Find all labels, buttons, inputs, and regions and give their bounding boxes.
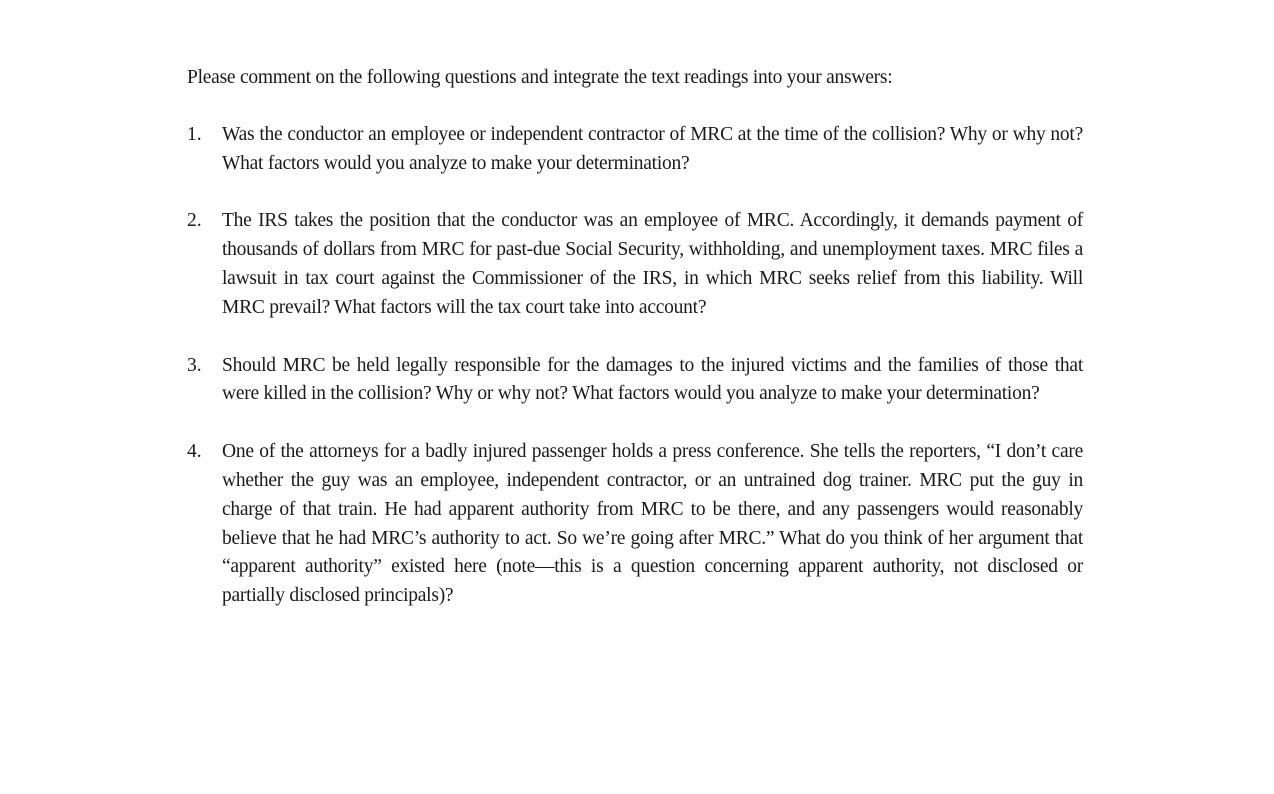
question-item-1: [187, 121, 1083, 179]
question-text: Should MRC be held legally responsible for the damages to the injured victims and the families of those that were killed in the collision? Why or why not? What factors would you analyze to make your determination?: [222, 354, 1083, 405]
question-text: The IRS takes the position that the conductor was an employee of MRC. Accordingly, it demands payment of thousands of dollars from MRC for past-due Social Security, withholding, and unemployment taxes. MRC files a lawsuit in tax court against the Commissioner of the IRS, in which MRC seeks relief from this liability. Will MRC prevail? What factors will the tax court take into account?: [222, 210, 1083, 318]
question-number: 3.: [187, 354, 202, 376]
question-list: [187, 121, 1083, 611]
question-number: 1.: [187, 123, 202, 145]
question-number: 2.: [187, 210, 202, 232]
question-text: One of the attorneys for a badly injured passenger holds a press conference. She tells the reporters, “I don’t care whether the guy was an employee, independent contractor, or an untrained dog trainer. MRC put the guy in charge of that train. He had apparent authority from MRC to be there, and any passengers would reasonably believe that he had MRC’s authority to act. So we’re going after MRC.” What do you think of her argument that “apparent authority” existed here (note—this is a question concerning apparent authority, not disclosed or partially disclosed principals)?: [222, 441, 1083, 607]
question-number: 4.: [187, 441, 202, 463]
document-page: [187, 64, 1083, 611]
question-item-4: [187, 438, 1083, 611]
question-text: Was the conductor an employee or independent contractor of MRC at the time of the collision? Why or why not? What factors would you analyze to make your determination?: [222, 123, 1083, 174]
intro-paragraph: Please comment on the following questions and integrate the text readings into your answers:: [187, 67, 893, 88]
question-item-3: [187, 352, 1083, 410]
question-item-2: [187, 207, 1083, 322]
